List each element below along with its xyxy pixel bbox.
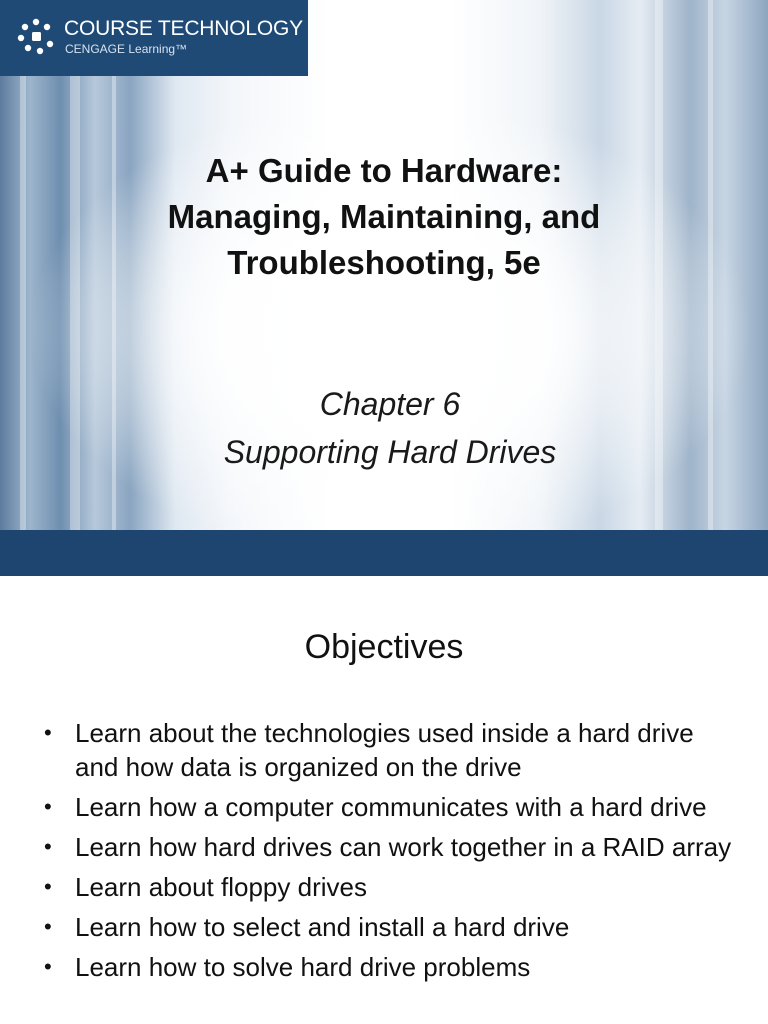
bullet-icon: • bbox=[44, 874, 52, 899]
list-item bbox=[44, 830, 744, 864]
list-item-text: Learn how to select and install a hard drive bbox=[75, 912, 570, 942]
slide-footer-bar bbox=[0, 530, 768, 576]
chapter-number: Chapter 6 bbox=[319, 386, 461, 422]
objectives-slide bbox=[0, 576, 768, 1024]
bullet-icon: • bbox=[44, 834, 52, 859]
list-item bbox=[44, 950, 744, 984]
bullet-icon: • bbox=[44, 794, 52, 819]
objectives-heading: Objectives bbox=[304, 628, 464, 666]
book-title-line: A+ Guide to Hardware: bbox=[205, 152, 563, 189]
objectives-list bbox=[44, 716, 744, 990]
publisher-logo bbox=[0, 0, 308, 76]
logo-subbrand: CENGAGE Learning™ bbox=[65, 42, 188, 56]
bullet-icon: • bbox=[44, 954, 52, 979]
list-item-text: Learn how to solve hard drive problems bbox=[75, 952, 531, 982]
list-item bbox=[44, 910, 744, 944]
list-item bbox=[44, 716, 744, 784]
book-title bbox=[0, 148, 768, 286]
list-item bbox=[44, 790, 744, 824]
logo-brand-name: COURSE TECHNOLOGY bbox=[64, 17, 303, 40]
book-title-line: Troubleshooting, 5e bbox=[227, 244, 541, 281]
bullet-icon: • bbox=[44, 914, 52, 939]
book-title-line: Managing, Maintaining, and bbox=[167, 198, 601, 235]
chapter-heading bbox=[0, 380, 768, 476]
list-item bbox=[44, 870, 744, 904]
list-item-text: Learn how a computer communicates with a hard drive bbox=[75, 792, 707, 822]
bullet-icon: • bbox=[44, 720, 52, 745]
chapter-title: Supporting Hard Drives bbox=[223, 434, 557, 470]
course-technology-logo-icon bbox=[16, 16, 56, 56]
list-item-text: Learn about the technologies used inside a hard drive and how data is organized on the drive bbox=[75, 718, 694, 782]
list-item-text: Learn about floppy drives bbox=[75, 872, 367, 902]
list-item-text: Learn how hard drives can work together in a RAID array bbox=[75, 832, 732, 862]
